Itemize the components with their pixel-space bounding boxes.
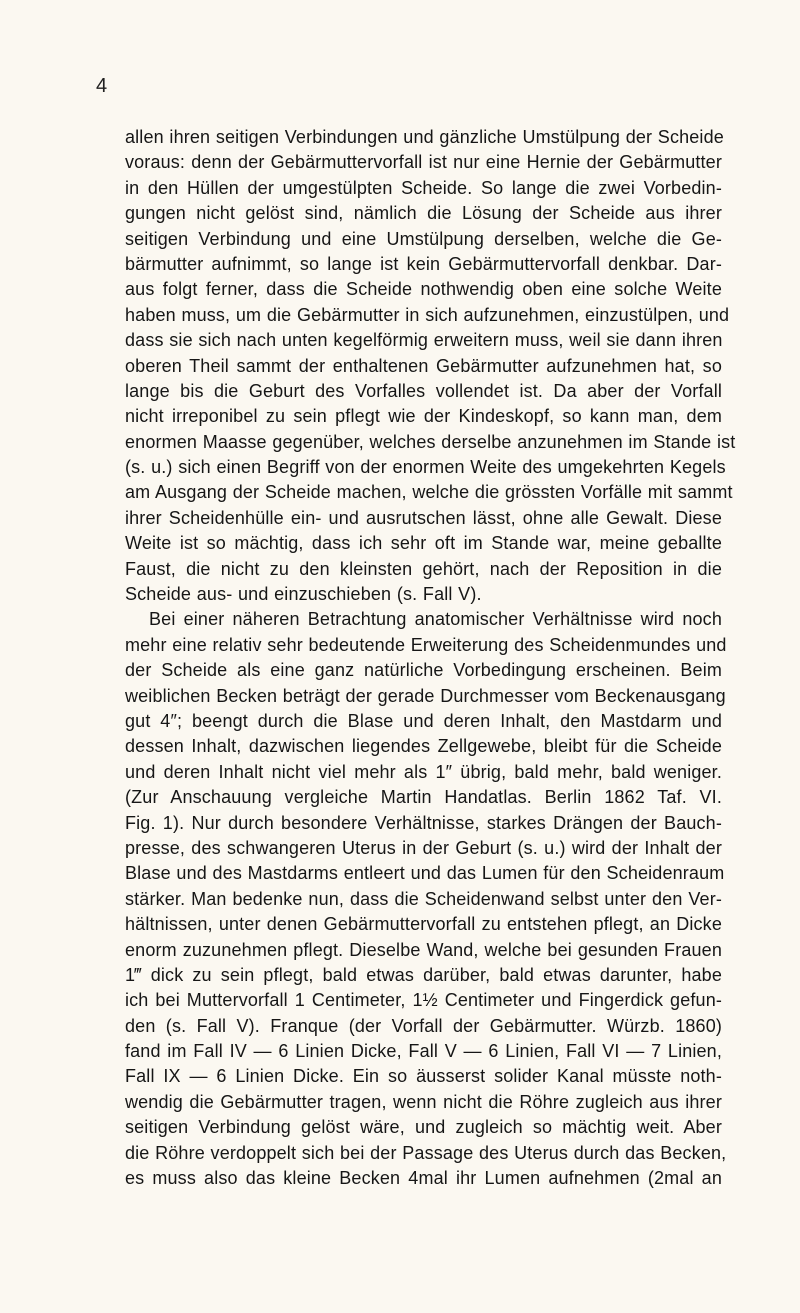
text-line: und deren Inhalt nicht viel mehr als 1″ übrig, bald mehr, bald weniger. — [125, 761, 722, 782]
text-line: voraus: denn der Gebärmuttervorfall ist nur eine Hernie der Gebärmutter — [125, 152, 722, 173]
text-line: Weite ist so mächtig, dass ich sehr oft im Stande war, meine geballte — [125, 533, 722, 554]
text-line: haben muss, um die Gebärmutter in sich aufzunehmen, einzustülpen, und — [125, 304, 730, 325]
text-line: mehr eine relativ sehr bedeutende Erweiterung des Scheidenmundes und — [125, 634, 727, 655]
paragraph-end-line: Scheide aus- und einzuschieben (s. Fall V). — [125, 584, 482, 605]
text-line: am Ausgang der Scheide machen, welche die grössten Vorfälle mit sammt — [125, 482, 733, 503]
text-line: dass sie sich nach unten kegelförmig erweitern muss, weil sie dann ihren — [125, 330, 723, 351]
body-text — [125, 125, 736, 1191]
text-line: allen ihren seitigen Verbindungen und gänzliche Umstülpung der Scheide — [125, 127, 724, 147]
text-line: gut 4″; beengt durch die Blase und deren Inhalt, den Mastdarm und — [125, 710, 722, 731]
text-line: lange bis die Geburt des Vorfalles vollendet ist. Da aber der Vorfall — [125, 380, 722, 401]
text-line: wendig die Gebärmutter tragen, wenn nicht die Röhre zugleich aus ihrer — [125, 1091, 722, 1112]
text-line: Fall IX — 6 Linien Dicke. Ein so äusserst solider Kanal müsste noth- — [125, 1066, 722, 1087]
paragraph-start-line: Bei einer näheren Betrachtung anatomischer Verhältnisse wird noch — [149, 609, 722, 630]
text-line: ihrer Scheidenhülle ein- und ausrutschen lässt, ohne alle Gewalt. Diese — [125, 507, 722, 528]
text-line: oberen Theil sammt der enthaltenen Gebärmutter aufzunehmen hat, so — [125, 355, 722, 376]
text-line: gungen nicht gelöst sind, nämlich die Lösung der Scheide aus ihrer — [125, 203, 722, 224]
text-line: enorm zuzunehmen pflegt. Dieselbe Wand, welche bei gesunden Frauen — [125, 939, 722, 960]
text-line: hältnissen, unter denen Gebärmuttervorfall zu entstehen pflegt, an Dicke — [125, 914, 722, 935]
text-line: seitigen Verbindung gelöst wäre, und zugleich so mächtig weit. Aber — [125, 1117, 722, 1138]
text-line: dessen Inhalt, dazwischen liegendes Zellgewebe, bleibt für die Scheide — [125, 736, 722, 757]
text-line: 1‴ dick zu sein pflegt, bald etwas darüber, bald etwas darunter, habe — [125, 964, 722, 985]
text-line: in den Hüllen der umgestülpten Scheide. So lange die zwei Vorbedin- — [125, 177, 722, 198]
text-line: Faust, die nicht zu den kleinsten gehört, nach der Reposition in die — [125, 558, 722, 579]
text-line: es muss also das kleine Becken 4mal ihr Lumen aufnehmen (2mal an — [125, 1168, 722, 1189]
text-line: enormen Maasse gegenüber, welches derselbe anzunehmen im Stande ist — [125, 431, 736, 452]
text-line: stärker. Man bedenke nun, dass die Scheidenwand selbst unter den Ver- — [125, 888, 722, 909]
text-line: fand im Fall IV — 6 Linien Dicke, Fall V — 6 Linien, Fall VI — 7 Linien, — [125, 1041, 722, 1062]
text-line: Blase und des Mastdarms entleert und das Lumen für den Scheidenraum — [125, 863, 725, 884]
text-line: weiblichen Becken beträgt der gerade Durchmesser vom Beckenausgang — [125, 685, 726, 706]
text-line: bärmutter aufnimmt, so lange ist kein Gebärmuttervorfall denkbar. Dar- — [125, 253, 722, 274]
text-line: nicht irreponibel zu sein pflegt wie der Kindeskopf, so kann man, dem — [125, 406, 722, 427]
text-line: ich bei Muttervorfall 1 Centimeter, 1½ Centimeter und Fingerdick gefun- — [125, 990, 722, 1011]
text-line: Fig. 1). Nur durch besondere Verhältnisse, starkes Drängen der Bauch- — [125, 812, 722, 833]
text-line: den (s. Fall V). Franque (der Vorfall der Gebärmutter. Würzb. 1860) — [125, 1015, 722, 1036]
text-line: die Röhre verdoppelt sich bei der Passage des Uterus durch das Becken, — [125, 1142, 727, 1163]
text-line: der Scheide als eine ganz natürliche Vorbedingung erscheinen. Beim — [125, 660, 722, 681]
page-number: 4 — [96, 75, 108, 97]
text-line: (Zur Anschauung vergleiche Martin Handatlas. Berlin 1862 Taf. VI. — [125, 787, 722, 808]
text-line: presse, des schwangeren Uterus in der Geburt (s. u.) wird der Inhalt der — [125, 837, 722, 858]
text-line: (s. u.) sich einen Begriff von der enormen Weite des umgekehrten Kegels — [125, 457, 726, 478]
text-line: aus folgt ferner, dass die Scheide nothwendig oben eine solche Weite — [125, 279, 722, 300]
text-line: seitigen Verbindung und eine Umstülpung derselben, welche die Ge- — [125, 228, 722, 249]
